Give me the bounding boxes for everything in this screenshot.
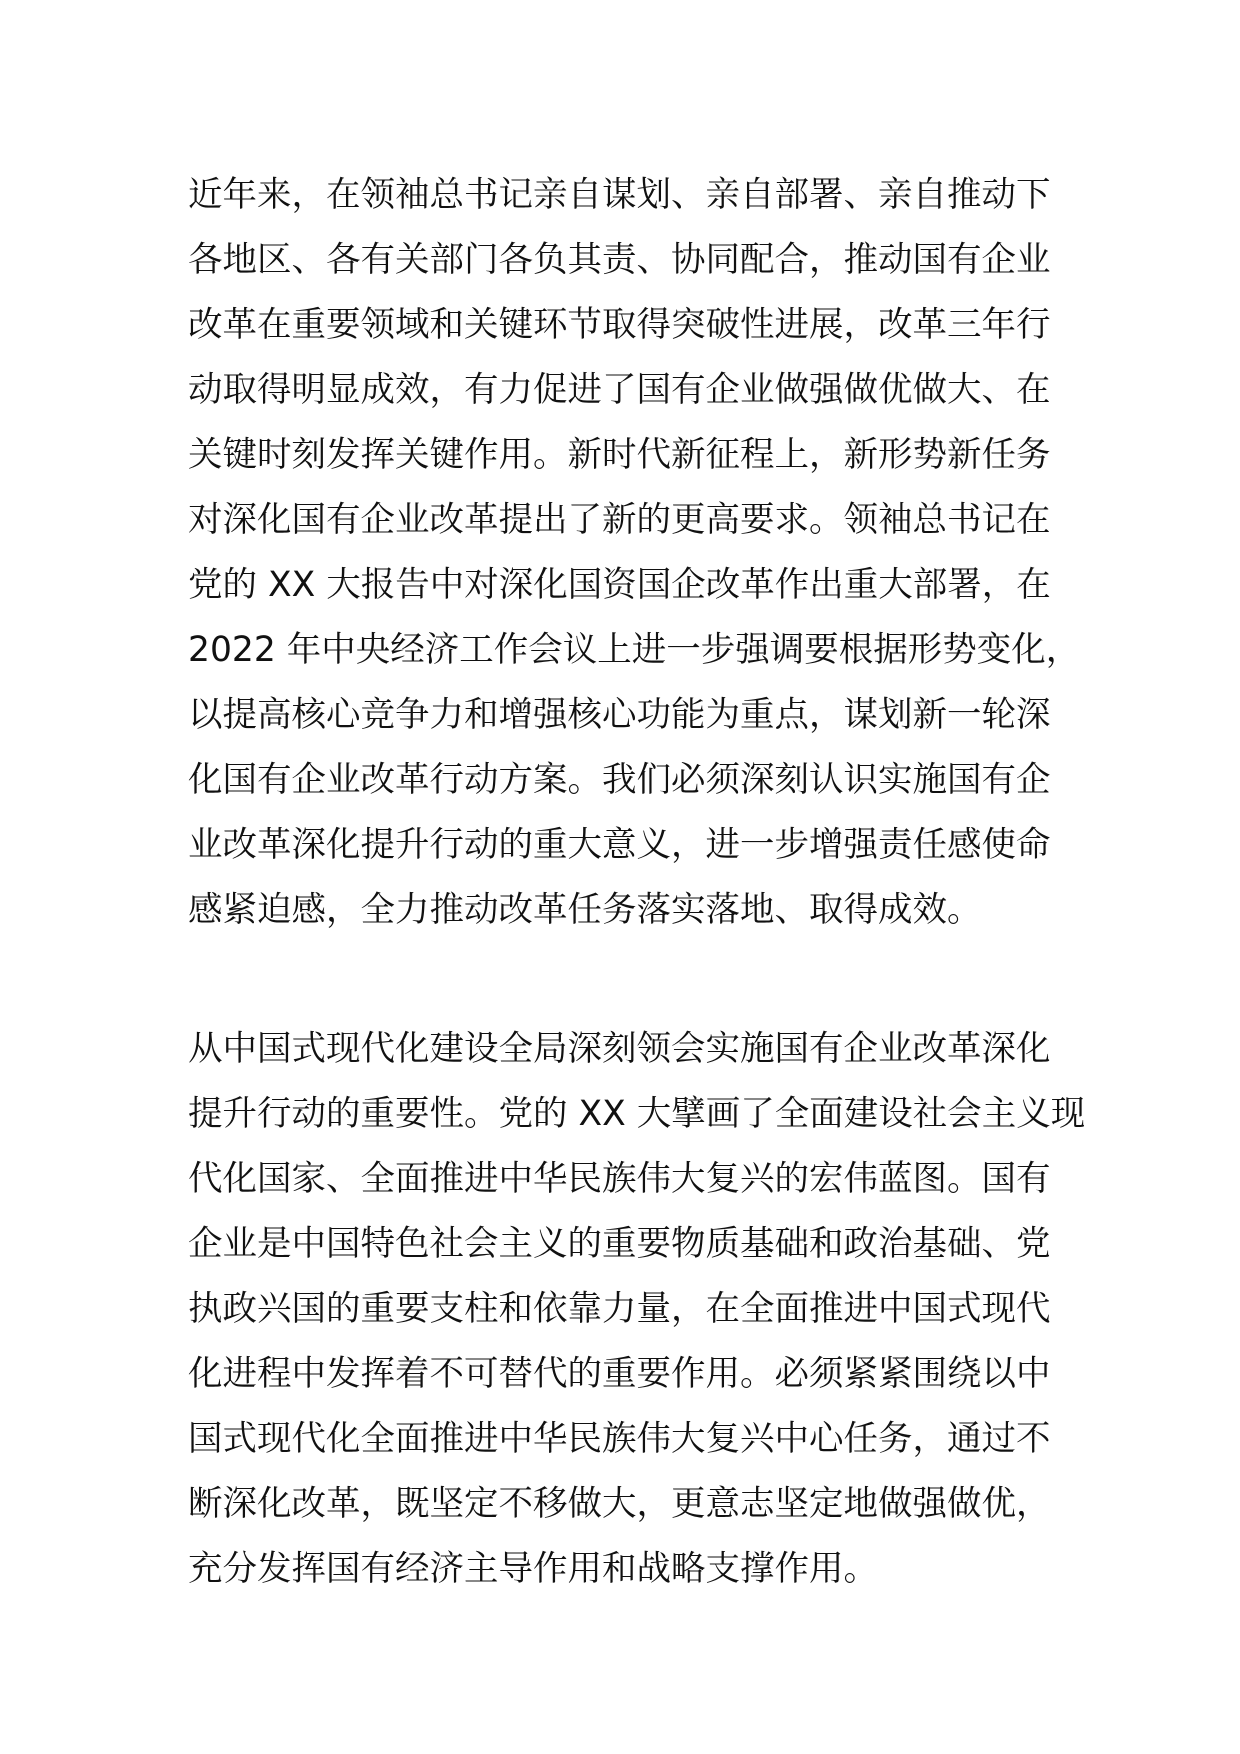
- paragraph-2: [188, 1017, 1086, 1602]
- text-line: 化国有企业改革行动方案。我们必须深刻认识实施国有企: [188, 760, 1051, 800]
- text-line: 代化国家、全面推进中华民族伟大复兴的宏伟蓝图。国有: [188, 1159, 1051, 1199]
- text-line: 近年来，在领袖总书记亲自谋划、亲自部署、亲自推动下: [188, 175, 1051, 215]
- text-line: 各地区、各有关部门各负其责、协同配合，推动国有企业: [188, 240, 1051, 280]
- text-line: 对深化国有企业改革提出了新的更高要求。领袖总书记在: [188, 500, 1051, 540]
- text-line: 动取得明显成效，有力促进了国有企业做强做优做大、在: [188, 370, 1051, 410]
- text-line: 2022 年中央经济工作会议上进一步强调要根据形势变化，: [188, 630, 1081, 670]
- text-line: 以提高核心竞争力和增强核心功能为重点，谋划新一轮深: [188, 695, 1051, 735]
- text-line: 从中国式现代化建设全局深刻领会实施国有企业改革深化: [188, 1029, 1051, 1069]
- text-line: 国式现代化全面推进中华民族伟大复兴中心任务，通过不: [188, 1419, 1051, 1459]
- text-line: 执政兴国的重要支柱和依靠力量，在全面推进中国式现代: [188, 1289, 1051, 1329]
- text-line: 业改革深化提升行动的重大意义，进一步增强责任感使命: [188, 825, 1051, 865]
- text-line: 党的 XX 大报告中对深化国资国企改革作出重大部署，在: [188, 565, 1051, 605]
- paragraph-1: [188, 163, 1081, 943]
- text-line: 改革在重要领域和关键环节取得突破性进展，改革三年行: [188, 305, 1051, 345]
- text-line: 感紧迫感，全力推动改革任务落实落地、取得成效。: [188, 890, 982, 930]
- text-line: 关键时刻发挥关键作用。新时代新征程上，新形势新任务: [188, 435, 1051, 475]
- text-line: 提升行动的重要性。党的 XX 大擘画了全面建设社会主义现: [188, 1094, 1086, 1134]
- text-line: 化进程中发挥着不可替代的重要作用。必须紧紧围绕以中: [188, 1354, 1051, 1394]
- text-line: 企业是中国特色社会主义的重要物质基础和政治基础、党: [188, 1224, 1051, 1264]
- text-line: 断深化改革，既坚定不移做大，更意志坚定地做强做优，: [188, 1484, 1051, 1524]
- text-line: 充分发挥国有经济主导作用和战略支撑作用。: [188, 1549, 878, 1589]
